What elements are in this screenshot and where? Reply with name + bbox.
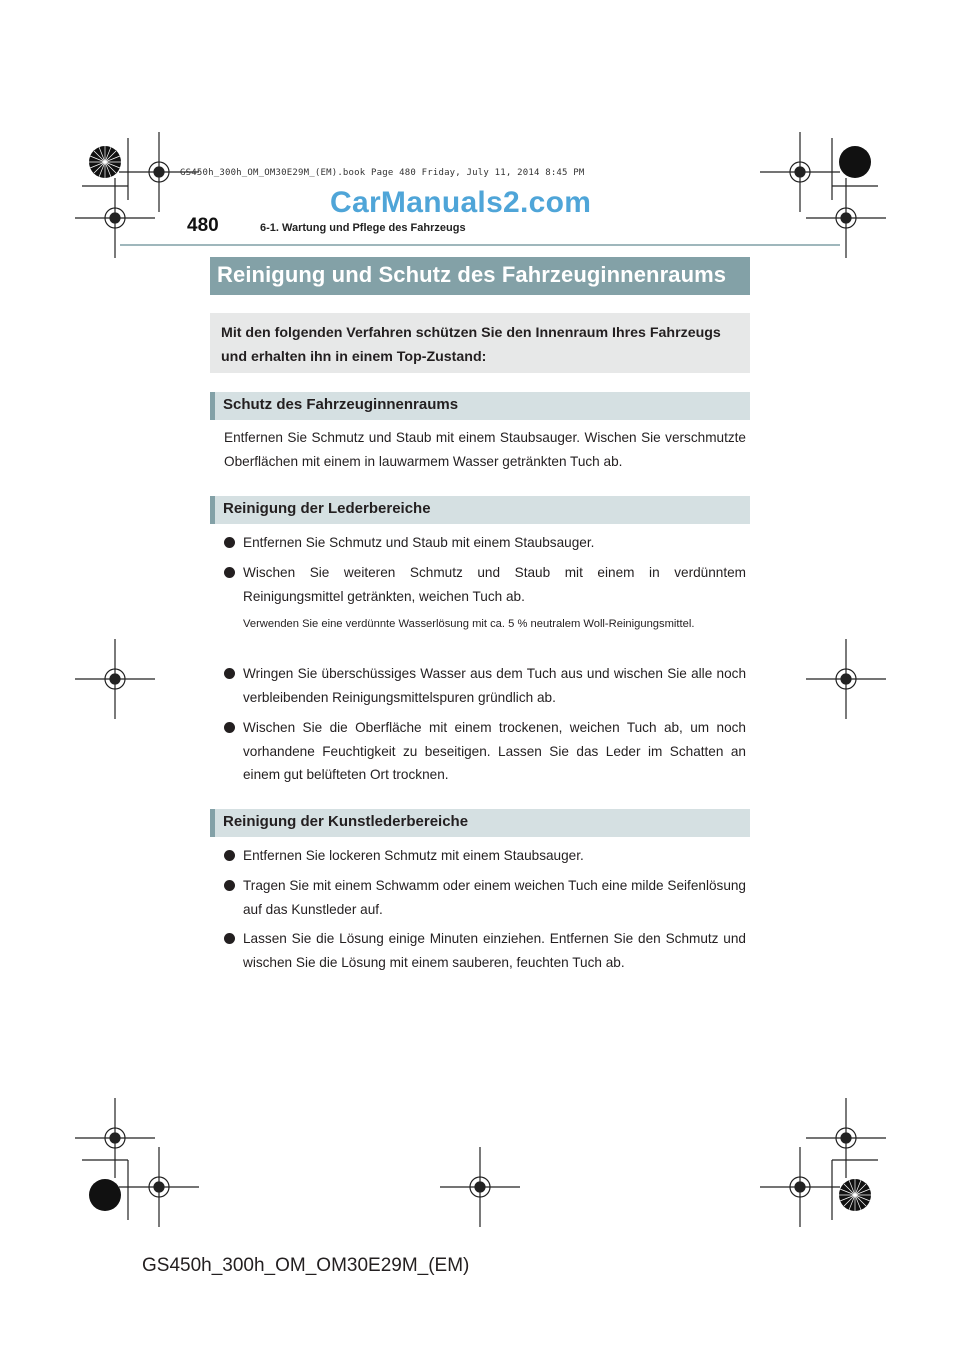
list-item (224, 561, 746, 608)
list-item-text: Entfernen Sie Schmutz und Staub mit einem Staubsauger. (243, 535, 595, 550)
crosshair-icon (806, 178, 886, 258)
intro-text: Mit den folgenden Verfahren schützen Sie den Innenraum Ihres Fahrzeugs und erhalten ihn in einem Top-Zustand: (221, 325, 721, 365)
list-item (224, 927, 746, 974)
bullet-icon (224, 850, 235, 861)
list-item (224, 844, 746, 868)
bullet-icon (224, 537, 235, 548)
section-heading-label: Reinigung der Lederbereiche (223, 500, 431, 517)
section-heading (210, 496, 750, 524)
list-item (224, 531, 746, 555)
bullet-icon (224, 933, 235, 944)
section-heading-label: Schutz des Fahrzeuginnenraums (223, 396, 459, 413)
page-title: Reinigung und Schutz des Fahrzeuginnenraums (217, 262, 727, 287)
crosshair-icon (75, 639, 155, 719)
crosshair-icon (119, 1147, 199, 1227)
crosshair-icon (440, 1147, 520, 1227)
list-item-text: Entfernen Sie lockeren Schmutz mit einem Staubsauger. (243, 848, 584, 863)
target-dot-icon (838, 145, 872, 179)
list-item (224, 662, 746, 709)
section-heading (210, 392, 750, 420)
header-divider (120, 244, 840, 246)
section-breadcrumb: 6-1. Wartung und Pflege des Fahrzeugs (260, 222, 466, 234)
section-paragraph: Entfernen Sie Schmutz und Staub mit einem Staubsauger. Wischen Sie verschmutzte Oberflächen mit einem in lauwarmem Wasser getränkten Tuch ab. (224, 430, 746, 469)
page-title-band (210, 257, 750, 295)
list-item-text: Wischen Sie die Oberfläche mit einem trockenen, weichen Tuch ab, um noch vorhandene Feuchtigkeit zu beseitigen. Lassen Sie das Leder im Schatten an einem gut belüfteten Ort trocknen. (243, 720, 746, 782)
crosshair-icon (760, 1147, 840, 1227)
list-item-text: Wringen Sie überschüssiges Wasser aus dem Tuch aus und wischen Sie alle noch verbleibenden Reinigungsmittelspuren gründlich ab. (243, 666, 746, 705)
crosshair-icon (806, 639, 886, 719)
list-item (224, 874, 746, 921)
bullet-icon (224, 880, 235, 891)
list-item (224, 716, 746, 787)
note-text: Verwenden Sie eine verdünnte Wasserlösung mit ca. 5 % neutralem Woll-Reinigungsmittel. (243, 618, 695, 630)
starburst-icon (88, 145, 122, 179)
starburst-icon (838, 1178, 872, 1212)
watermark-logo: CarManuals2.com (330, 186, 592, 219)
bullet-icon (224, 722, 235, 733)
list-item-text: Lassen Sie die Lösung einige Minuten einziehen. Entfernen Sie den Schmutz und wischen Sie die Lösung mit einem sauberen, feuchten Tuch ab. (243, 931, 746, 970)
list-item-text: Wischen Sie weiteren Schmutz und Staub mit einem in verdünntem Reinigungsmittel getränkten, weichen Tuch ab. (243, 565, 746, 604)
bullet-icon (224, 668, 235, 679)
bullet-icon (224, 567, 235, 578)
document-code: GS450h_300h_OM_OM30E29M_(EM) (142, 1255, 470, 1276)
list-item-text: Tragen Sie mit einem Schwamm oder einem weichen Tuch eine milde Seifenlösung auf das Kunstleder auf. (243, 878, 746, 917)
target-dot-icon (88, 1178, 122, 1212)
intro-box (210, 313, 750, 373)
crosshair-icon (75, 178, 155, 258)
section-heading (210, 809, 750, 837)
print-info-line: GS450h_300h_OM_OM30E29M_(EM).book Page 480 Friday, July 11, 2014 8:45 PM (180, 168, 585, 178)
page-number: 480 (187, 215, 219, 236)
section-heading-label: Reinigung der Kunstlederbereiche (223, 813, 469, 830)
